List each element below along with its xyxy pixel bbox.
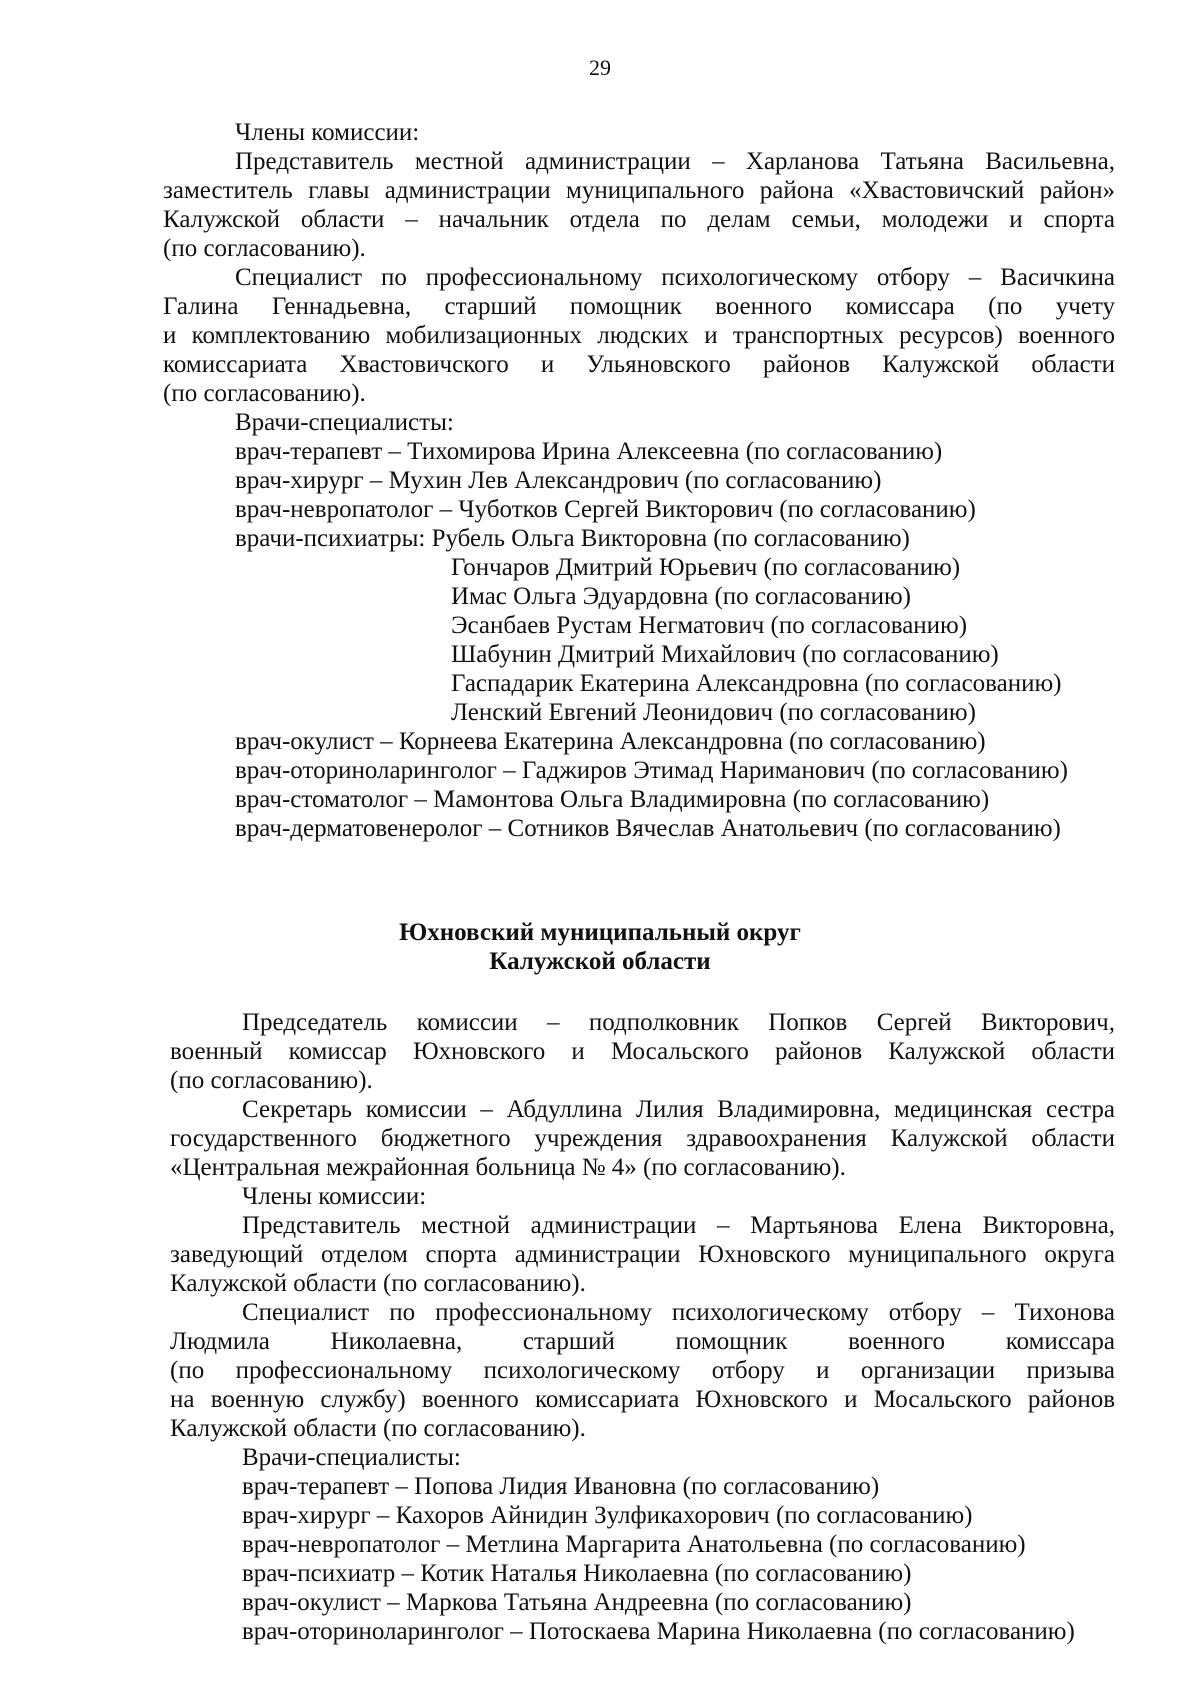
list-item: врач-терапевт – Тихомирова Ирина Алексеевна (по согласованию) — [235, 438, 943, 465]
list-item: врач-оториноларинголог – Гаджиров Этимад Нариманович (по согласованию) — [235, 757, 1068, 784]
list-item: врач-стоматолог – Мамонтова Ольга Владимировна (по согласованию) — [235, 786, 990, 813]
s2-secretary-paragraph: Секретарь комиссии – Абдуллина Лилия Владимировна, медицинская сестра государственного бюджетного учреждения здравоохранения Калужской области «Центральная межрайонная больница № 4» (по согласованию). — [170, 1096, 1115, 1181]
s2-doctors-list — [242, 1443, 1142, 1646]
list-item: Шабунин Дмитрий Михайлович (по согласованию) — [451, 641, 999, 668]
list-item: врач-невропатолог – Чуботков Сергей Викторович (по согласованию) — [235, 496, 976, 523]
list-item: врач-хирург – Мухин Лев Александрович (по согласованию) — [235, 467, 882, 494]
s1-rep-paragraph: Представитель местной администрации – Харланова Татьяна Васильевна, заместитель главы администрации муниципального района «Хвастовичский район» Калужской области – начальник отдела по делам семьи, молодежи и спорта (по согласованию). — [163, 148, 1115, 262]
s1-doctors-list — [235, 408, 1115, 843]
list-item: врач-психиатр – Котик Наталья Николаевна (по согласованию) — [242, 1560, 912, 1587]
s1-members-heading: Члены комиссии: — [235, 119, 420, 146]
list-item: врач-терапевт – Попова Лидия Ивановна (по согласованию) — [242, 1473, 880, 1500]
list-item: врач-окулист – Маркова Татьяна Андреевна (по согласованию) — [242, 1589, 912, 1616]
s2-members-heading: Члены комиссии: — [242, 1183, 427, 1210]
s1-psy-paragraph: Специалист по профессиональному психологическому отбору – Васичкина Галина Геннадьевна, старший помощник военного комиссара (по учету и комплектованию мобилизационных людских и транспортных ресурсов) военного комиссариата Хвастовичского и Ульяновского районов Калужской области (по согласованию). — [163, 264, 1115, 407]
s2-psy-paragraph: Специалист по профессиональному психологическому отбору – Тихонова Людмила Николаевна, старший помощник военного комиссара (по профессиональному психологическому отбору и организации призыва на военную службу) военного комиссариата Юхновского и Мосальского районов Калужской области (по согласованию). — [170, 1299, 1115, 1442]
list-item: Ленский Евгений Леонидович (по согласованию) — [451, 699, 976, 726]
list-item: Эсанбаев Рустам Негматович (по согласованию) — [451, 612, 968, 639]
list-item: врач-невропатолог – Метлина Маргарита Анатольевна (по согласованию) — [242, 1531, 1026, 1558]
list-item: Имас Ольга Эдуардовна (по согласованию) — [451, 583, 911, 610]
list-item: врач-хирург – Кахоров Айнидин Зулфикахорович (по согласованию) — [242, 1502, 973, 1529]
list-item: врач-окулист – Корнеева Екатерина Александровна (по согласованию) — [235, 728, 986, 755]
list-item: врачи-психиатры: Рубель Ольга Викторовна (по согласованию) — [235, 525, 910, 552]
page-number: 29 — [589, 55, 611, 80]
list-item: Гаспадарик Екатерина Александровна (по согласованию) — [451, 670, 1062, 697]
s2-chair-paragraph: Председатель комиссии – подполковник Попков Сергей Викторович, военный комиссар Юхновского и Мосальского районов Калужской области (по согласованию). — [170, 1009, 1115, 1094]
s2-rep-paragraph: Представитель местной администрации – Мартьянова Елена Викторовна, заведующий отделом спорта администрации Юхновского муниципального округа Калужской области (по согласованию). — [170, 1212, 1115, 1297]
list-item: Гончаров Дмитрий Юрьевич (по согласованию) — [451, 554, 961, 581]
doctors-heading: Врачи-специалисты: — [235, 409, 454, 436]
list-item: врач-дерматовенеролог – Сотников Вячеслав Анатольевич (по согласованию) — [235, 815, 1061, 842]
doctors-heading: Врачи-специалисты: — [242, 1444, 461, 1471]
list-item: врач-оториноларинголог – Потоскаева Марина Николаевна (по согласованию) — [242, 1618, 1075, 1645]
section-title: Юхновский муниципальный округ Калужской области — [399, 919, 801, 975]
